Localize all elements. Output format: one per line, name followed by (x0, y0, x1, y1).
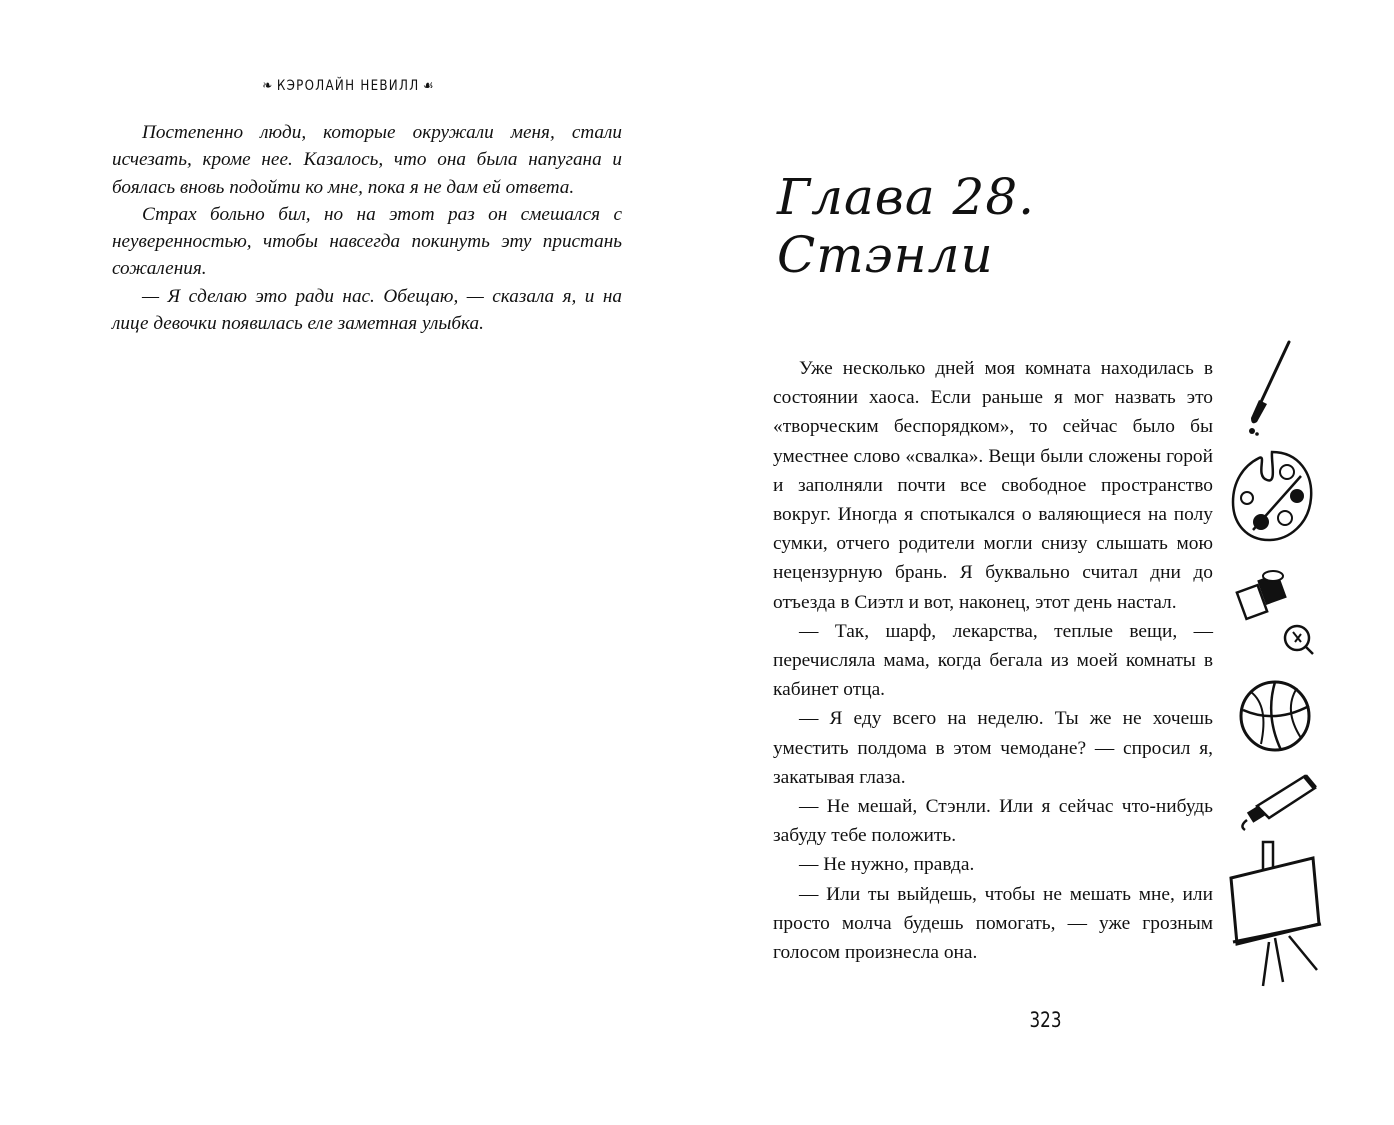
paint-tube-icon (1235, 768, 1325, 832)
paint-jar-icon (1233, 566, 1303, 626)
leaf-right-icon: ☙ (422, 78, 435, 94)
paragraph: — Не нужно, правда. (799, 854, 975, 876)
running-header (52, 78, 644, 94)
running-header-text: КЭРОЛАЙН НЕВИЛЛ (276, 78, 420, 94)
left-body-text (112, 119, 622, 337)
paragraph: — Не мешай, Стэнли. Или я сейчас что-нибудь забуду тебе положить. (773, 796, 1213, 847)
paintbrush-icon (1237, 338, 1297, 438)
right-page (697, 0, 1394, 1125)
page-number: 323 (1029, 1008, 1062, 1032)
basketball-icon (1235, 676, 1315, 756)
leaf-left-icon: ❧ (262, 78, 274, 94)
easel-icon (1227, 834, 1327, 994)
paragraph: Постепенно люди, которые окружали меня, стали исчезать, кроме нее. Казалось, что она была напугана и боялась вновь подойти ко мне, пока я не дам ей ответа. (112, 122, 622, 198)
paragraph: — Так, шарф, лекарства, теплые вещи, — перечисляла мама, когда бегала из моей комнаты в кабинет отца. (773, 620, 1213, 701)
paragraph: Уже несколько дней моя комната находилась в состоянии хаоса. Если раньше я мог назвать это «творческим беспорядком», то сейчас было бы уместнее слово «свалка». Вещи были сложены горой и заполняли почти все свободное пространство вокруг. Иногда я спотыкался о валяющиеся на полу сумки, отчего родители могли снизу слышать мою нецензурную брань. Я буквально считал дни до отъезда в Сиэтл и вот, наконец, этот день настал. (773, 358, 1213, 613)
margin-illustrations (1227, 338, 1337, 998)
palette-icon (1227, 446, 1317, 546)
chapter-title: Глава 28. Стэнли (777, 168, 1036, 284)
paragraph: — Я еду всего на неделю. Ты же не хочешь уместить полдома в этом чемодане? — спросил я, закатывая глаза. (773, 708, 1213, 788)
paragraph: — Я сделаю это ради нас. Обещаю, — сказала я, и на лице девочки появилась еле заметная улыбка. (112, 285, 622, 335)
pushpin-icon (1279, 620, 1319, 660)
paragraph: Страх больно бил, но на этот раз он смешался с неуверенностью, чтобы навсегда покинуть эту пристань сожаления. (112, 203, 622, 280)
paragraph: — Или ты выйдешь, чтобы не мешать мне, или просто молча будешь помогать, — уже грозным голосом произнесла она. (773, 883, 1213, 964)
right-body-text (773, 354, 1213, 967)
